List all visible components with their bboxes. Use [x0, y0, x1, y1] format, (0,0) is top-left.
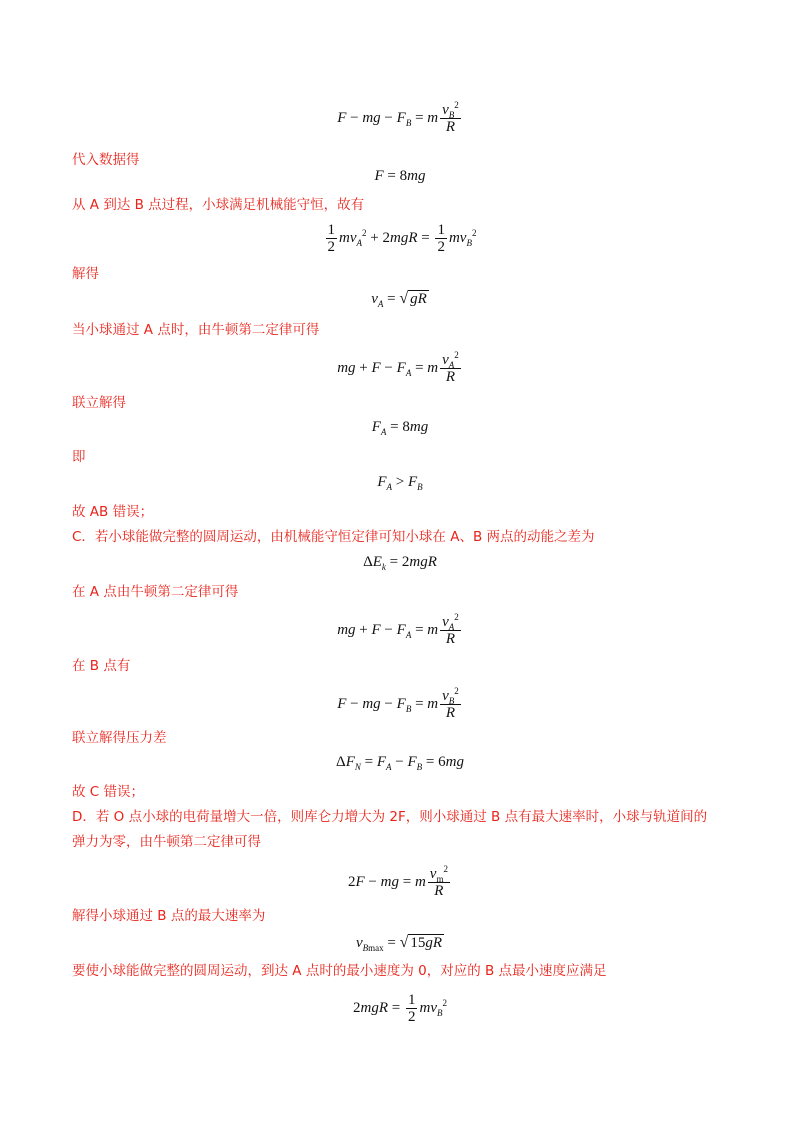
text-line-1: 代入数据得: [72, 152, 140, 168]
text-line-15: 解得小球通过 B 点的最大速率为: [72, 908, 266, 924]
equation-newton-max: 2F − mg = m $\frac{v_m^2}{R}$: [348, 864, 448, 899]
equation-delta-fn: $\Delta F_N = F_A - F_B = 6mg$: [336, 754, 464, 772]
equation-newton-b-2: F − mg − $F_B = m$ $\frac{v_B^2}{R}$: [337, 686, 459, 721]
text-line-2: 从 A 到达 B 点过程，小球满足机械能守恒，故有: [72, 197, 365, 213]
text-line-4: 当小球通过 A 点时，由牛顿第二定律可得: [72, 322, 320, 338]
text-line-7: 故 AB 错误；: [72, 504, 154, 520]
text-line-12: 故 C 错误；: [72, 784, 145, 800]
equation-newton-a: mg + $F - F_A = m$ $\frac{v_A^2}{R}$: [337, 350, 459, 385]
text-line-13: D．若 O 点小球的电荷量增大一倍，则库仑力增大为 2F，则小球通过 B 点有最大速率时，小球与轨道间的: [72, 809, 708, 825]
equation-min-speed: 2mgR = $\frac{1}{2}$ $mv_B^2$: [353, 992, 447, 1025]
equation-newton-b: F − mg − $F_B = m$ $\frac{v_B^2}{R}$: [337, 100, 459, 135]
equation-energy-conservation: $\frac{1}{2}$ $mv_A^2 + 2mgR$ = $\frac{1}{2}$ $mv_B^2$: [327, 222, 477, 255]
equation-fa-gt-fb: $F_A > F_B$: [377, 474, 423, 492]
text-line-11: 联立解得压力差: [72, 730, 167, 746]
equation-f-value: F = 8mg: [374, 168, 426, 184]
equation-vb-max: $v_{Bmax}$ = √ 15gR: [355, 934, 443, 953]
text-line-14: 弹力为零，由牛顿第二定律可得: [72, 834, 261, 850]
equation-delta-ek: $\Delta E_k = 2mgR$: [363, 554, 437, 572]
equation-fa-value: $F_A = 8mg$: [371, 419, 429, 437]
text-line-8: C．若小球能做完整的圆周运动，由机械能守恒定律可知小球在 A、B 两点的动能之差为: [72, 529, 595, 545]
text-line-9: 在 A 点由牛顿第二定律可得: [72, 584, 239, 600]
text-line-16: 要使小球能做完整的圆周运动，到达 A 点时的最小速度为 0，对应的 B 点最小速度应满足: [72, 963, 607, 979]
text-line-10: 在 B 点有: [72, 658, 131, 674]
text-line-5: 联立解得: [72, 395, 126, 411]
equation-va: $v_A$ = √ gR: [371, 290, 427, 309]
text-line-3: 解得: [72, 266, 99, 282]
text-line-6: 即: [72, 449, 86, 465]
equation-newton-a-2: mg + $F - F_A = m$ $\frac{v_A^2}{R}$: [337, 612, 459, 647]
